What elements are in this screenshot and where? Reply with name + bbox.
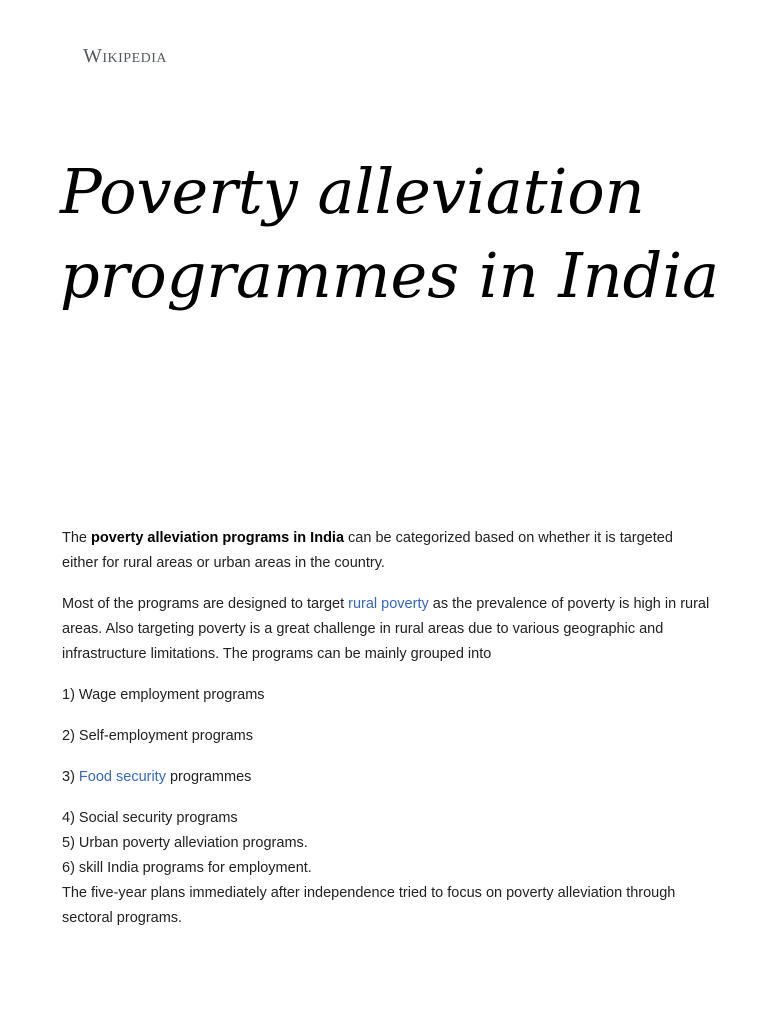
list-item-self-employment: 2) Self-employment programs [62,728,253,744]
wikipedia-logo[interactable]: Wikipedia [83,45,168,67]
intro-text-before: The [62,530,92,546]
intro-bold-term: poverty alleviation programs in India [91,530,345,546]
list-item-skill-india: 6) skill India programs for employment. [62,860,312,876]
rural-poverty-link[interactable]: rural poverty [348,596,429,612]
programs-paragraph [62,592,712,667]
food-security-link[interactable]: Food security [78,769,166,785]
food-security-number: 3) [62,769,79,785]
page-title: Poverty alleviation programmes in India [60,155,720,312]
programs-text-before: Most of the programs are designed to target [62,596,349,612]
article-body [62,526,712,931]
list-item-wage-employment: 1) Wage employment programs [62,687,265,703]
intro-paragraph [62,526,712,576]
intro-text-after: can be categorized based on whether it is targeted either for rural areas or urban areas in the country. [62,530,673,571]
list-item-urban-poverty: 5) Urban poverty alleviation programs. [62,835,308,851]
five-year-plans-paragraph: The five-year plans immediately after independence tried to focus on poverty alleviation through sectoral programs. [62,885,676,926]
food-security-text-after: programmes [165,769,252,785]
programs-text-after: as the prevalence of poverty is high in rural areas. Also targeting poverty is a great challenge in rural areas due to various geographic and infrastructure limitations. The programs can be mainly grouped into [62,596,710,662]
list-item-social-security: 4) Social security programs [62,810,238,826]
list-item-food-security [62,765,712,790]
